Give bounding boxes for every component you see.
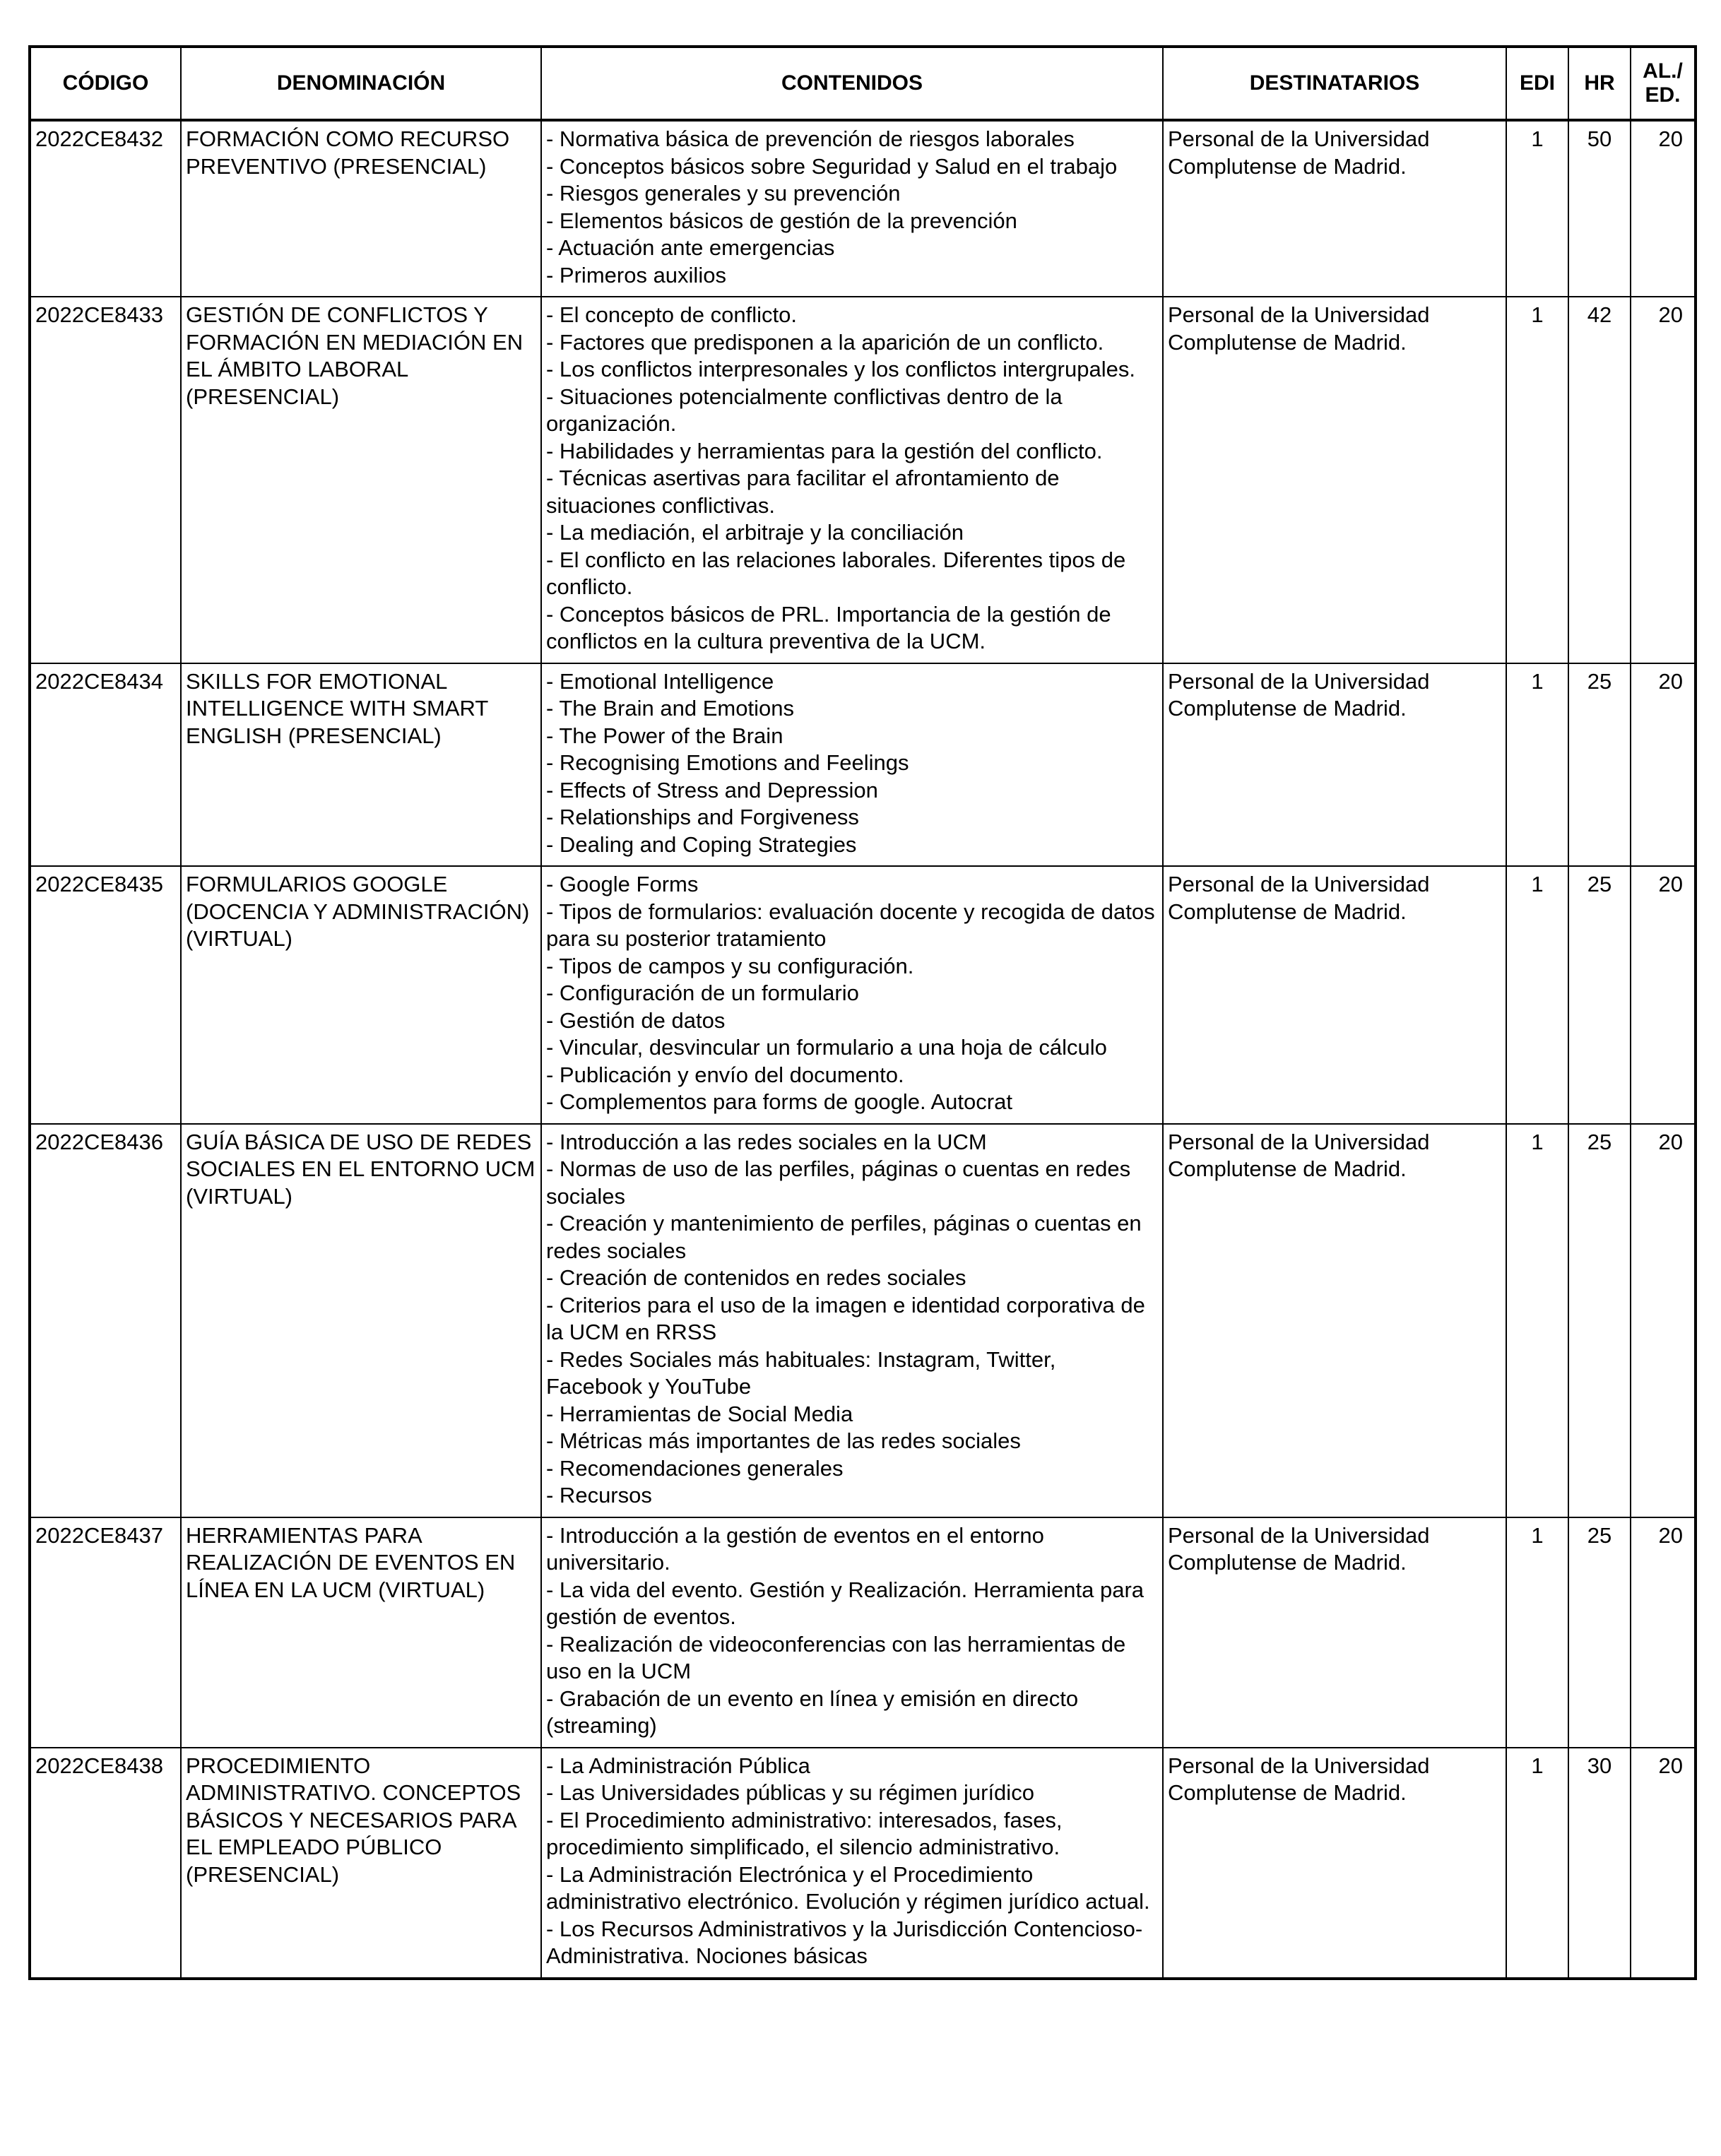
cell-codigo: 2022CE8432 [30, 120, 181, 297]
table-row [30, 1124, 1696, 1517]
content-line: - Recomendaciones generales [546, 1455, 844, 1481]
content-line: - Las Universidades públicas y su régimen jurídico [546, 1780, 1034, 1805]
content-line: - Vincular, desvincular un formulario a una hoja de cálculo [546, 1035, 1107, 1060]
table-body [30, 120, 1696, 1979]
content-line: - Elementos básicos de gestión de la prevención [546, 208, 1017, 233]
content-line: - Conceptos básicos de PRL. Importancia de la gestión de conflictos en la cultura preventiva de la UCM. [546, 601, 1111, 653]
content-line: - Métricas más importantes de las redes sociales [546, 1428, 1021, 1453]
content-line: - Dealing and Coping Strategies [546, 831, 857, 857]
header-row [30, 47, 1696, 120]
cell-al-ed: 20 [1631, 1517, 1696, 1748]
content-line: - Tipos de formularios: evaluación docente y recogida de datos para su posterior tratamiento [546, 899, 1155, 951]
cell-destinatarios: Personal de la Universidad Complutense de Madrid. [1163, 1748, 1506, 1979]
cell-denominacion: GESTIÓN DE CONFLICTOS Y FORMACIÓN EN MEDIACIÓN EN EL ÁMBITO LABORAL (PRESENCIAL) [181, 297, 541, 663]
table-row [30, 1517, 1696, 1748]
content-line: - Primeros auxilios [546, 262, 726, 288]
cell-al-ed: 20 [1631, 1748, 1696, 1979]
cell-codigo: 2022CE8435 [30, 866, 181, 1124]
content-line: - Creación y mantenimiento de perfiles, páginas o cuentas en redes sociales [546, 1211, 1142, 1263]
cell-contenidos [541, 866, 1163, 1124]
cell-edi: 1 [1506, 1748, 1568, 1979]
cell-al-ed: 20 [1631, 866, 1696, 1124]
cell-denominacion: GUÍA BÁSICA DE USO DE REDES SOCIALES EN EL ENTORNO UCM (VIRTUAL) [181, 1124, 541, 1517]
header-hr: HR [1568, 47, 1631, 120]
header-codigo: CÓDIGO [30, 47, 181, 120]
cell-destinatarios: Personal de la Universidad Complutense de Madrid. [1163, 297, 1506, 663]
content-line: - Técnicas asertivas para facilitar el afrontamiento de situaciones conflictivas. [546, 466, 1060, 518]
table-row [30, 1748, 1696, 1979]
content-line: - Effects of Stress and Depression [546, 777, 878, 802]
content-line: - La vida del evento. Gestión y Realización. Herramienta para gestión de eventos. [546, 1577, 1145, 1629]
table-row [30, 120, 1696, 297]
content-line: - Creación de contenidos en redes sociales [546, 1265, 966, 1290]
content-line: - The Power of the Brain [546, 723, 783, 748]
content-line: - Herramientas de Social Media [546, 1401, 853, 1426]
content-line: - Normas de uso de las perfiles, páginas o cuentas en redes sociales [546, 1156, 1131, 1209]
cell-codigo: 2022CE8438 [30, 1748, 181, 1979]
content-line: - El conflicto en las relaciones laborales. Diferentes tipos de conflicto. [546, 547, 1126, 599]
content-line: - Introducción a la gestión de eventos en el entorno universitario. [546, 1522, 1044, 1575]
cell-hr: 25 [1568, 866, 1631, 1124]
content-line: - Conceptos básicos sobre Seguridad y Salud en el trabajo [546, 153, 1118, 179]
content-line: - Publicación y envío del documento. [546, 1062, 904, 1087]
cell-destinatarios: Personal de la Universidad Complutense de Madrid. [1163, 663, 1506, 867]
cell-contenidos [541, 1124, 1163, 1517]
cell-contenidos [541, 663, 1163, 867]
content-line: - The Brain and Emotions [546, 696, 794, 721]
cell-codigo: 2022CE8433 [30, 297, 181, 663]
cell-denominacion: SKILLS FOR EMOTIONAL INTELLIGENCE WITH SMART ENGLISH (PRESENCIAL) [181, 663, 541, 867]
content-line: - Criterios para el uso de la imagen e identidad corporativa de la UCM en RRSS [546, 1292, 1145, 1344]
cell-al-ed: 20 [1631, 1124, 1696, 1517]
cell-edi: 1 [1506, 1517, 1568, 1748]
content-line: - Situaciones potencialmente conflictivas dentro de la organización. [546, 384, 1063, 436]
cell-edi: 1 [1506, 866, 1568, 1124]
cell-hr: 30 [1568, 1748, 1631, 1979]
cell-edi: 1 [1506, 663, 1568, 867]
header-destinatarios: DESTINATARIOS [1163, 47, 1506, 120]
cell-denominacion: HERRAMIENTAS PARA REALIZACIÓN DE EVENTOS EN LÍNEA EN LA UCM (VIRTUAL) [181, 1517, 541, 1748]
courses-table [28, 45, 1697, 1980]
table-header [30, 47, 1696, 120]
content-line: - Recognising Emotions and Feelings [546, 750, 909, 775]
content-line: - Tipos de campos y su configuración. [546, 953, 914, 978]
cell-contenidos [541, 297, 1163, 663]
content-line: - Riesgos generales y su prevención [546, 181, 901, 206]
cell-al-ed: 20 [1631, 120, 1696, 297]
cell-hr: 25 [1568, 1124, 1631, 1517]
content-line: - Factores que predisponen a la aparición de un conflicto. [546, 329, 1104, 355]
cell-contenidos [541, 1748, 1163, 1979]
content-line: - Introducción a las redes sociales en la UCM [546, 1129, 987, 1154]
content-line: - Gestión de datos [546, 1007, 726, 1033]
content-line: - Grabación de un evento en línea y emisión en directo (streaming) [546, 1686, 1079, 1738]
content-line: - Emotional Intelligence [546, 668, 774, 694]
cell-hr: 42 [1568, 297, 1631, 663]
content-line: - Los conflictos interpresonales y los conflictos intergrupales. [546, 357, 1135, 381]
content-line: - Habilidades y herramientas para la gestión del conflicto. [546, 438, 1103, 463]
content-line: - Los Recursos Administrativos y la Jurisdicción Contencioso-Administrativa. Nociones básicas [546, 1916, 1143, 1968]
cell-edi: 1 [1506, 297, 1568, 663]
table-row [30, 297, 1696, 663]
cell-edi: 1 [1506, 1124, 1568, 1517]
table-row [30, 663, 1696, 867]
content-line: - Redes Sociales más habituales: Instagram, Twitter, Facebook y YouTube [546, 1346, 1056, 1399]
header-denominacion: DENOMINACIÓN [181, 47, 541, 120]
content-line: - Normativa básica de prevención de riesgos laborales [546, 126, 1075, 151]
cell-hr: 50 [1568, 120, 1631, 297]
content-line: - La mediación, el arbitraje y la conciliación [546, 520, 964, 545]
content-line: - El Procedimiento administrativo: interesados, fases, procedimiento simplificado, el silencio administrativo. [546, 1807, 1063, 1859]
content-line: - La Administración Electrónica y el Procedimiento administrativo electrónico. Evolución y régimen jurídico actual. [546, 1861, 1150, 1914]
header-al-ed: AL./ ED. [1631, 47, 1696, 120]
cell-contenidos [541, 120, 1163, 297]
cell-destinatarios: Personal de la Universidad Complutense de Madrid. [1163, 1517, 1506, 1748]
cell-contenidos [541, 1517, 1163, 1748]
cell-codigo: 2022CE8436 [30, 1124, 181, 1517]
cell-destinatarios: Personal de la Universidad Complutense de Madrid. [1163, 1124, 1506, 1517]
table-row [30, 866, 1696, 1124]
cell-al-ed: 20 [1631, 297, 1696, 663]
content-line: - La Administración Pública [546, 1753, 810, 1778]
content-line: - Relationships and Forgiveness [546, 805, 859, 829]
cell-denominacion: FORMACIÓN COMO RECURSO PREVENTIVO (PRESENCIAL) [181, 120, 541, 297]
cell-destinatarios: Personal de la Universidad Complutense de Madrid. [1163, 866, 1506, 1124]
cell-edi: 1 [1506, 120, 1568, 297]
header-edi: EDI [1506, 47, 1568, 120]
content-line: - El concepto de conflicto. [546, 302, 797, 327]
cell-hr: 25 [1568, 663, 1631, 867]
content-line: - Realización de videoconferencias con las herramientas de uso en la UCM [546, 1631, 1126, 1683]
content-line: - Google Forms [546, 872, 699, 896]
cell-denominacion: FORMULARIOS GOOGLE (DOCENCIA Y ADMINISTRACIÓN) (VIRTUAL) [181, 866, 541, 1124]
header-contenidos: CONTENIDOS [541, 47, 1163, 120]
content-line: - Actuación ante emergencias [546, 235, 835, 260]
cell-hr: 25 [1568, 1517, 1631, 1748]
content-line: - Complementos para forms de google. Autocrat [546, 1089, 1012, 1114]
cell-destinatarios: Personal de la Universidad Complutense de Madrid. [1163, 120, 1506, 297]
cell-codigo: 2022CE8437 [30, 1517, 181, 1748]
content-line: - Recursos [546, 1483, 652, 1508]
content-line: - Configuración de un formulario [546, 981, 859, 1005]
cell-denominacion: PROCEDIMIENTO ADMINISTRATIVO. CONCEPTOS BÁSICOS Y NECESARIOS PARA EL EMPLEADO PÚBLICO (PRESENCIAL) [181, 1748, 541, 1979]
cell-codigo: 2022CE8434 [30, 663, 181, 867]
cell-al-ed: 20 [1631, 663, 1696, 867]
